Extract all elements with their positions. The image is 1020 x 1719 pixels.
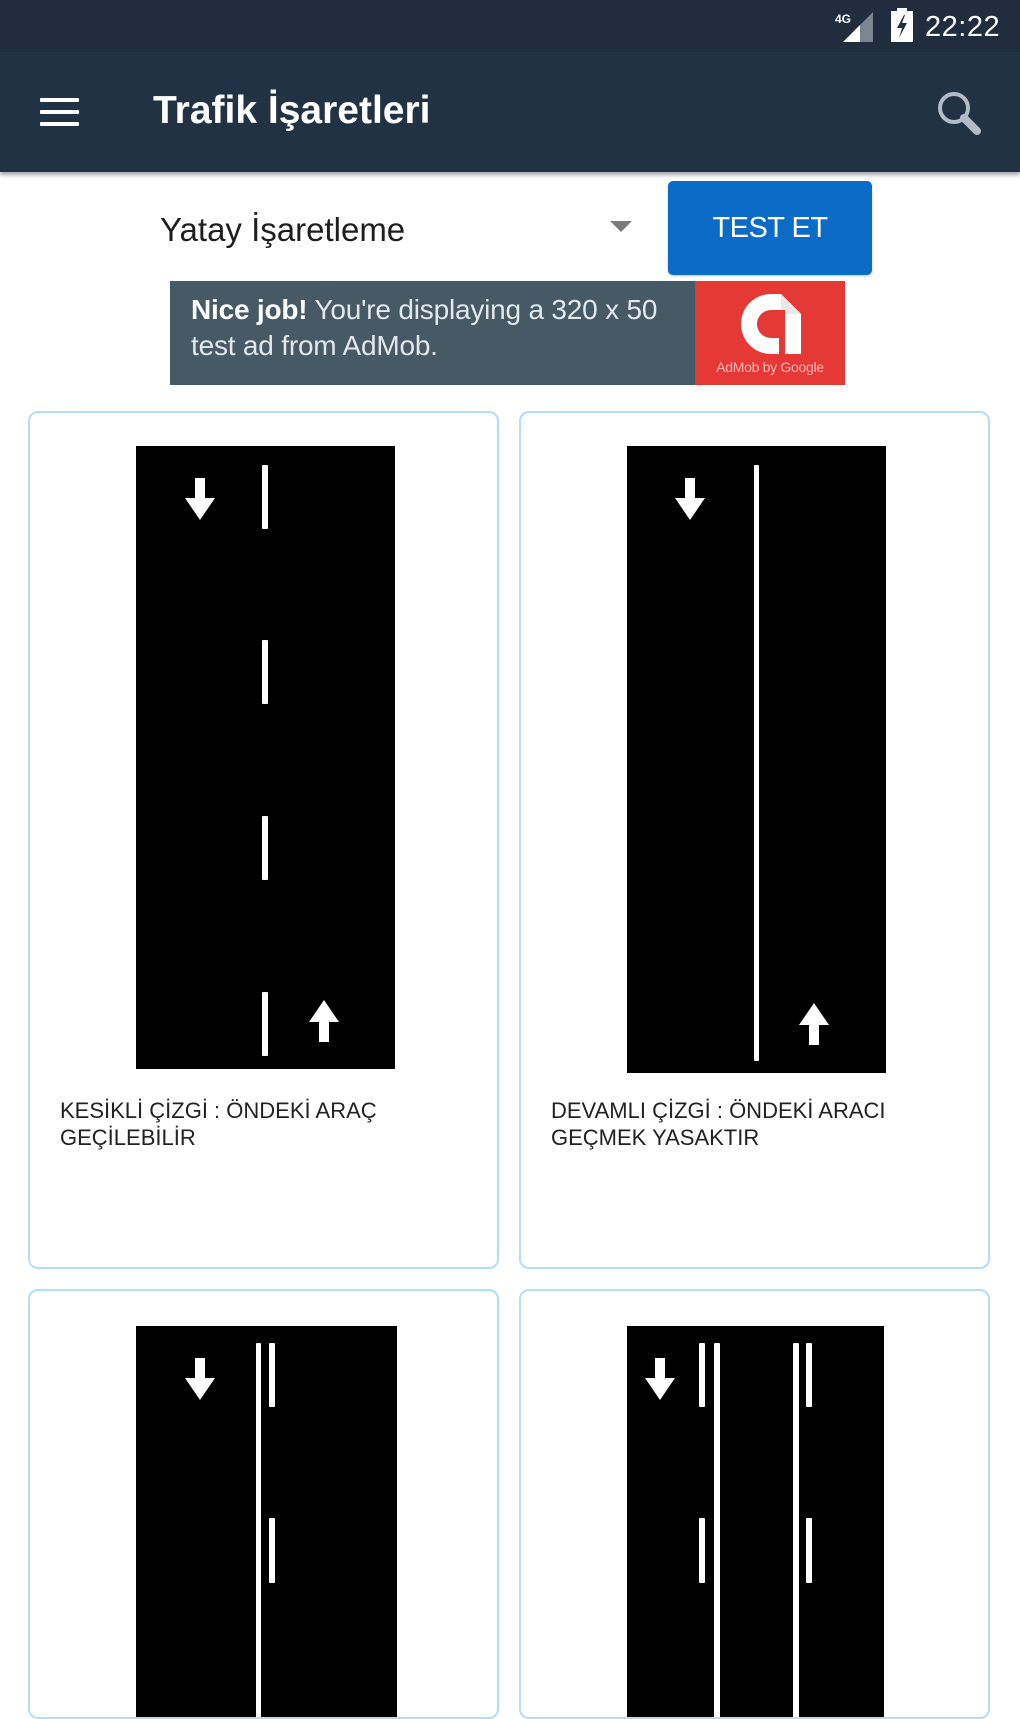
lane-dash <box>262 992 268 1056</box>
lane-solid-line <box>754 465 759 1061</box>
lane-dash <box>262 640 268 704</box>
ad-headline-bold: Nice job! <box>191 294 308 325</box>
category-spinner-value: Yatay İşaretleme <box>160 211 406 248</box>
lane-solid-line <box>714 1343 720 1719</box>
ad-headline-rest: You're displaying a 320 x 50 test ad from AdMob. <box>191 294 658 361</box>
status-bar <box>0 0 1020 52</box>
status-time: 22:22 <box>925 11 1001 43</box>
arrow-down-icon <box>675 478 705 520</box>
arrow-up-icon <box>799 1003 829 1045</box>
arrow-up-icon <box>309 1000 339 1042</box>
app-bar <box>0 52 1020 172</box>
lane-dash <box>806 1518 812 1583</box>
arrow-down-icon <box>185 478 215 520</box>
sign-image-dashed-line <box>136 446 395 1069</box>
category-spinner[interactable] <box>150 190 640 270</box>
sign-card-dashed-line[interactable] <box>28 411 499 1269</box>
cell-signal-icon <box>833 10 875 44</box>
lane-dash <box>699 1343 705 1407</box>
sign-image-solid-and-dashed <box>136 1326 397 1719</box>
lane-dash <box>269 1343 275 1407</box>
admob-logo-icon <box>739 292 803 356</box>
search-icon[interactable] <box>930 84 990 144</box>
sign-card-double-solid-and-dashed[interactable] <box>519 1289 990 1719</box>
sign-image-solid-line <box>627 446 886 1073</box>
sign-image-double-solid-and-dashed <box>627 1326 884 1719</box>
dropdown-arrow-icon <box>610 221 632 232</box>
ad-logo-box <box>695 281 845 385</box>
lane-solid-line <box>793 1343 799 1719</box>
sign-card-solid-and-dashed[interactable] <box>28 1289 499 1719</box>
battery-charging-icon <box>890 8 914 43</box>
arrow-down-icon <box>185 1358 215 1400</box>
lane-dash <box>262 465 268 529</box>
svg-text:4G: 4G <box>835 12 852 26</box>
admob-caption: AdMob by Google <box>716 359 824 375</box>
lane-dash <box>262 816 268 880</box>
arrow-down-icon <box>645 1358 675 1400</box>
lane-solid-line <box>256 1343 261 1719</box>
ad-banner[interactable] <box>170 281 845 385</box>
sign-label: KESİKLİ ÇİZGİ : ÖNDEKİ ARAÇ GEÇİLEBİLİR <box>60 1098 377 1150</box>
sign-card-solid-line[interactable] <box>519 411 990 1269</box>
lane-dash <box>269 1518 275 1583</box>
lane-dash <box>806 1343 812 1407</box>
lane-dash <box>699 1518 705 1583</box>
hamburger-menu-icon[interactable] <box>30 82 90 142</box>
sign-label: DEVAMLI ÇİZGİ : ÖNDEKİ ARACI GEÇMEK YASAKTIR <box>551 1098 886 1150</box>
ad-text <box>191 292 696 364</box>
app-title: Trafik İşaretleri <box>153 89 431 132</box>
test-button[interactable]: TEST ET <box>668 181 872 275</box>
